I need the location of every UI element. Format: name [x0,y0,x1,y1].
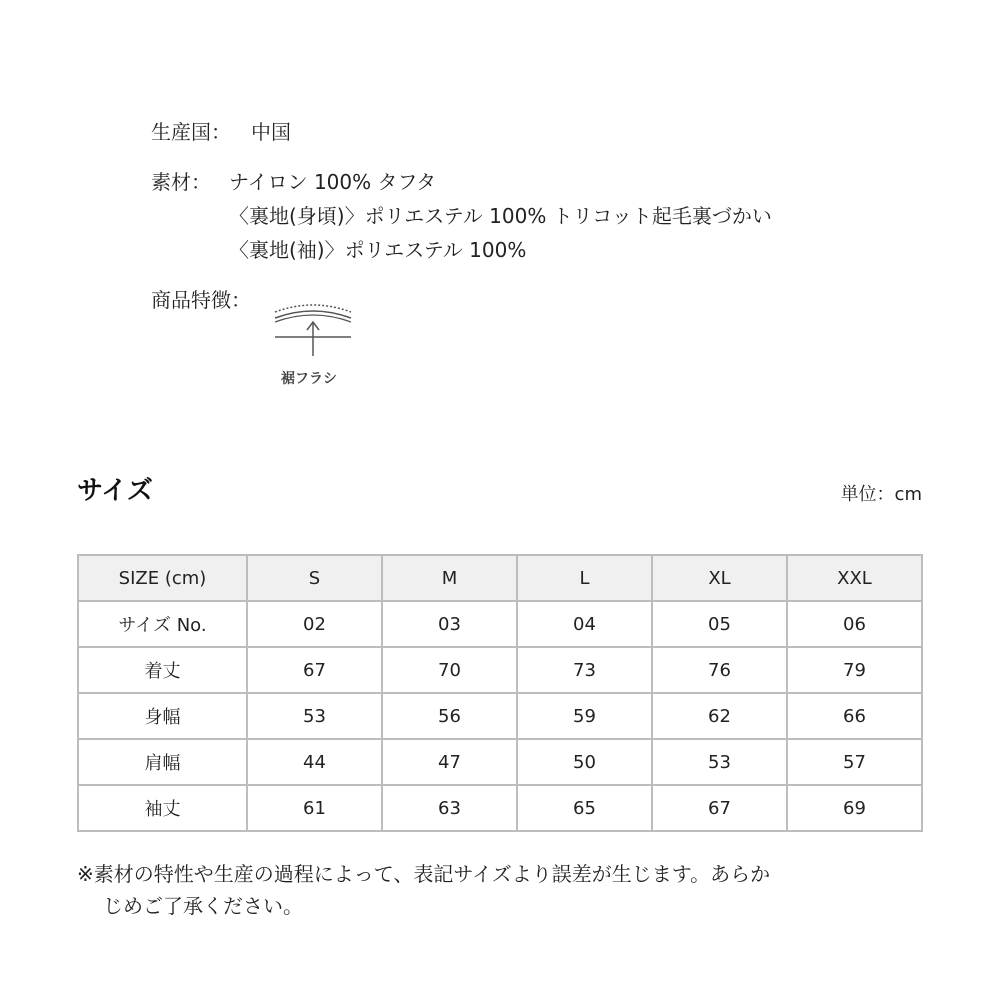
table-row [78,601,922,647]
table-cell: 79 [787,647,922,693]
size-disclaimer-note [77,858,922,922]
table-cell: 73 [517,647,652,693]
table-header-row [78,555,922,601]
header-cell: M [382,555,517,601]
material-line-2: 〈裏地(身頃)〉ポリエステル 100% トリコット起毛裏づかい [229,204,772,228]
table-cell: 47 [382,739,517,785]
table-cell: 44 [247,739,382,785]
size-section-title: サイズ [77,476,153,506]
table-row [78,739,922,785]
header-cell: SIZE (cm) [78,555,247,601]
row-label-cell: サイズ No. [78,601,247,647]
row-label-cell: 着丈 [78,647,247,693]
feature-caption: 裾フラシ [281,371,337,387]
table-cell: 67 [247,647,382,693]
table-cell: 57 [787,739,922,785]
table-cell: 56 [382,693,517,739]
header-cell: L [517,555,652,601]
header-cell: XL [652,555,787,601]
size-table [77,554,923,832]
table-cell: 62 [652,693,787,739]
table-cell: 66 [787,693,922,739]
row-label-cell: 肩幅 [78,739,247,785]
table-cell: 67 [652,785,787,831]
table-cell: 53 [247,693,382,739]
row-label-cell: 袖丈 [78,785,247,831]
table-cell: 50 [517,739,652,785]
origin-value: 中国 [251,120,291,144]
table-row [78,693,922,739]
origin-row [151,118,291,146]
features-label: 商品特徴： [151,288,251,312]
unit-label: 単位：cm [840,484,922,505]
note-line-2: じめご了承ください。 [103,894,303,918]
row-label-cell: 身幅 [78,693,247,739]
table-cell: 76 [652,647,787,693]
note-line-1: ※素材の特性や生産の過程によって、表記サイズより誤差が生じます。あらか [77,862,771,886]
header-cell: XXL [787,555,922,601]
origin-label: 生産国： [151,120,231,144]
table-cell: 70 [382,647,517,693]
material-line-1: ナイロン 100% タフタ [229,170,437,194]
header-cell: S [247,555,382,601]
table-cell: 05 [652,601,787,647]
features-row [151,286,251,314]
material-line-3: 〈裏地(袖)〉ポリエステル 100% [229,238,527,262]
table-cell: 65 [517,785,652,831]
table-cell: 04 [517,601,652,647]
table-row [78,647,922,693]
table-cell: 06 [787,601,922,647]
table-cell: 02 [247,601,382,647]
table-row [78,785,922,831]
table-cell: 59 [517,693,652,739]
material-row [151,168,437,196]
table-cell: 63 [382,785,517,831]
table-cell: 03 [382,601,517,647]
table-cell: 61 [247,785,382,831]
table-cell: 53 [652,739,787,785]
table-cell: 69 [787,785,922,831]
material-label: 素材： [151,170,211,194]
